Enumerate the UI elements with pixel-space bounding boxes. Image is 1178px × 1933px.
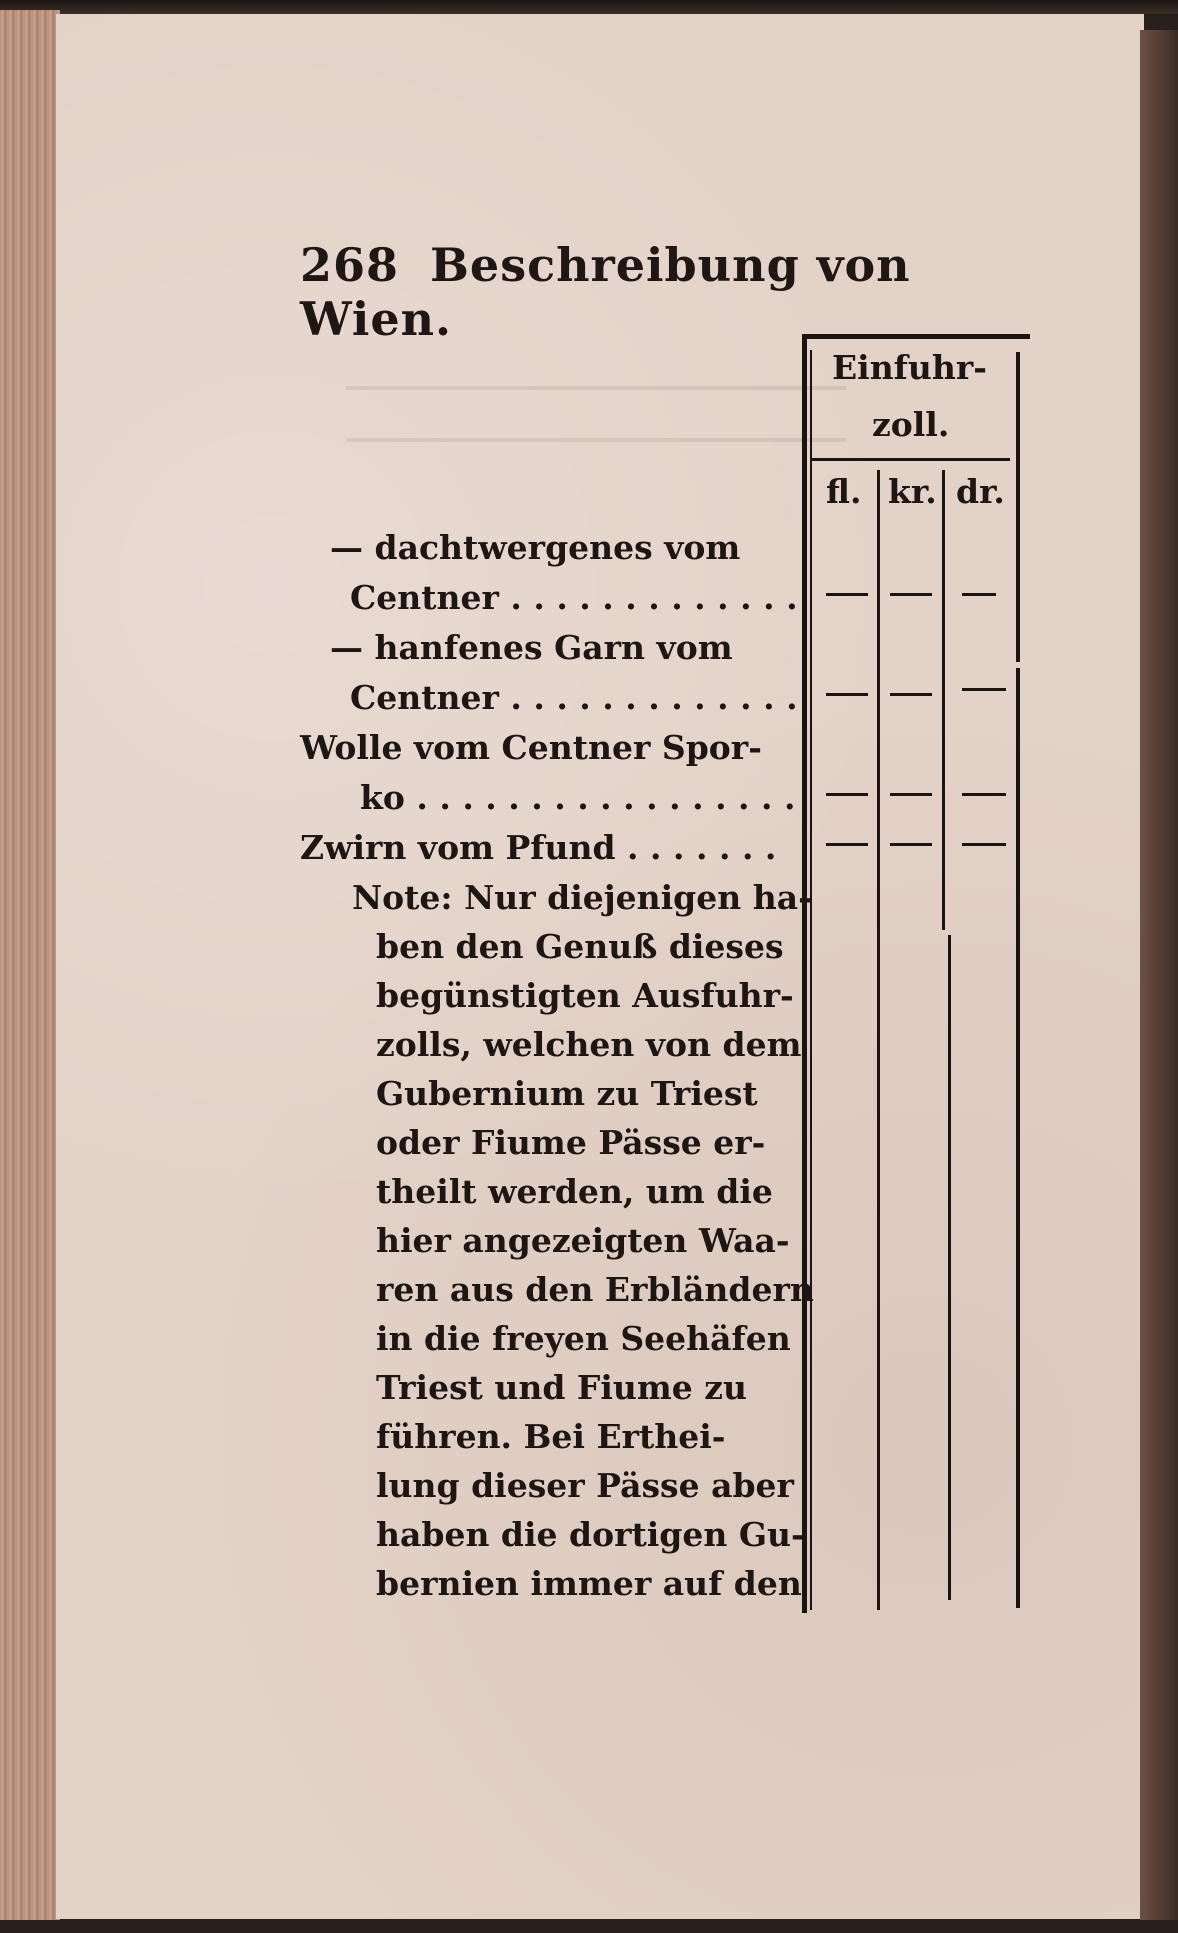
note-line-3: begünstigten Ausfuhr-	[376, 976, 794, 1015]
note-line-12: führen. Bei Erthei-	[376, 1417, 726, 1456]
entry-3-dr	[962, 793, 1006, 796]
entry-2-dr	[962, 688, 1006, 691]
entry-4-dr	[962, 843, 1006, 846]
note-line-6: oder Fiume Pässe er-	[376, 1123, 766, 1162]
note-line-13: lung dieser Pässe aber	[376, 1466, 794, 1505]
table-header-divider	[812, 458, 1010, 461]
note-line-1: Note: Nur diejenigen ha-	[352, 878, 812, 917]
table-right-border	[1016, 352, 1020, 662]
column-kr: kr.	[888, 472, 937, 511]
entry-2-line-1: — hanfenes Garn vom	[330, 628, 733, 667]
table-left-border-inner	[810, 350, 812, 1610]
note-line-5: Gubernium zu Triest	[376, 1074, 758, 1113]
entry-2-kr	[890, 693, 932, 696]
note-line-7: theilt werden, um die	[376, 1172, 773, 1211]
column-group-line2: zoll.	[872, 405, 950, 444]
entry-4-line-1: Zwirn vom Pfund . . . . . . .	[300, 828, 777, 867]
book-cover-edge-right	[1140, 30, 1178, 1920]
note-line-10: in die freyen Seehäfen	[376, 1319, 791, 1358]
note-line-15: bernien immer auf den	[376, 1564, 802, 1603]
entry-1-kr	[890, 593, 932, 596]
entry-1-text-1: — dachtwergenes vom	[330, 528, 741, 567]
entry-3-fl	[826, 793, 868, 796]
running-title: Beschreibung von Wien.	[300, 238, 911, 346]
top-shadow	[0, 0, 1178, 14]
entry-1-line-1	[330, 528, 790, 568]
column-divider-fl-kr	[877, 470, 880, 1610]
running-header	[300, 238, 980, 346]
table-top-border	[802, 334, 1030, 339]
entry-1-fl	[826, 593, 868, 596]
column-group-line1: Einfuhr-	[832, 348, 987, 387]
note-line-4: zolls, welchen von dem	[376, 1025, 802, 1064]
entry-1-line-2: Centner . . . . . . . . . . . . .	[350, 578, 798, 617]
entry-4-fl	[826, 843, 868, 846]
entry-3-line-2: ko . . . . . . . . . . . . . . . . .	[360, 778, 796, 817]
note-line-14: haben die dortigen Gu-	[376, 1515, 805, 1554]
entry-4-kr	[890, 843, 932, 846]
note-line-9: ren aus den Erbländern	[376, 1270, 814, 1309]
bleed-through-text	[346, 364, 846, 484]
column-divider-kr-dr	[942, 470, 945, 930]
entry-3-kr	[890, 793, 932, 796]
page-stack-edge-left	[0, 10, 60, 1920]
table-left-border	[802, 338, 807, 1613]
note-line-2: ben den Genuß dieses	[376, 927, 784, 966]
note-line-11: Triest und Fiume zu	[376, 1368, 748, 1407]
table-right-border-lower	[1016, 668, 1020, 1608]
note-line-8: hier angezeigten Waa-	[376, 1221, 790, 1260]
column-divider-kr-dr-lower	[948, 935, 951, 1600]
entry-2-line-2: Centner . . . . . . . . . . . . .	[350, 678, 798, 717]
entry-1-dr	[962, 593, 996, 596]
column-fl: fl.	[826, 472, 862, 511]
column-dr: dr.	[956, 472, 1005, 511]
entry-3-line-1: Wolle vom Centner Spor-	[300, 728, 762, 767]
entry-2-fl	[826, 693, 868, 696]
page-number: 268	[300, 238, 400, 292]
